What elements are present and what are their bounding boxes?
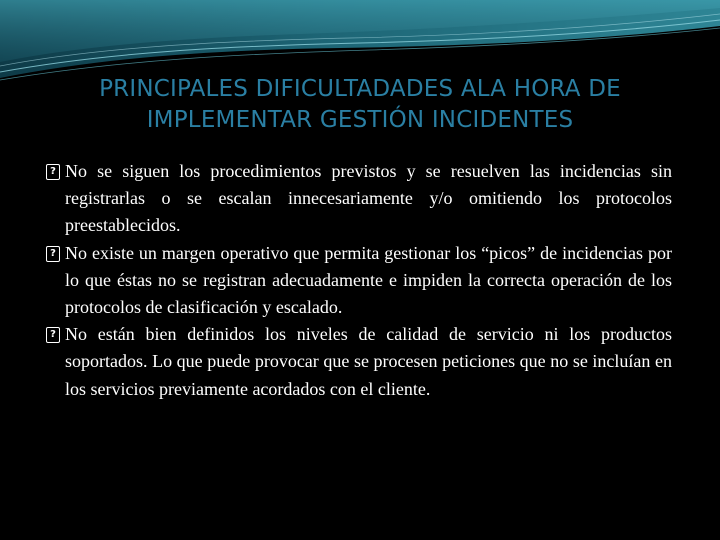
missing-glyph-mark: ? bbox=[50, 166, 56, 177]
missing-glyph-mark: ? bbox=[50, 329, 56, 341]
bullet-list bbox=[46, 158, 672, 403]
missing-glyph-icon bbox=[46, 246, 60, 262]
slide-title: PRINCIPALES DIFICULTADADES ALA HORA DE IMPLEMENTAR GESTIÓN INCIDENTES bbox=[99, 76, 621, 134]
bullet-item bbox=[46, 158, 672, 240]
missing-glyph-icon bbox=[46, 327, 60, 343]
bullet-item bbox=[46, 240, 672, 322]
missing-glyph-mark: ? bbox=[50, 247, 56, 259]
bullet-text: No están bien definidos los niveles de calidad de servicio ni los productos soportados. Lo que puede provocar que se procesen peticiones que no se incluían en los servicios previamente acordados con el cliente. bbox=[65, 324, 672, 399]
bullet-text: No se siguen los procedimientos previstos y se resuelven las incidencias sin registrarlas o se escalan innecesariamente y/o omitiendo los protocolos preestablecidos. bbox=[65, 161, 672, 236]
missing-glyph-icon bbox=[46, 164, 60, 180]
bullet-text: No existe un margen operativo que permita gestionar los “picos” de incidencias por lo que éstas no se registran adecuadamente e impiden la correcta operación de los protocolos de clasificación y escalado. bbox=[65, 242, 672, 318]
bullet-item bbox=[46, 321, 672, 403]
